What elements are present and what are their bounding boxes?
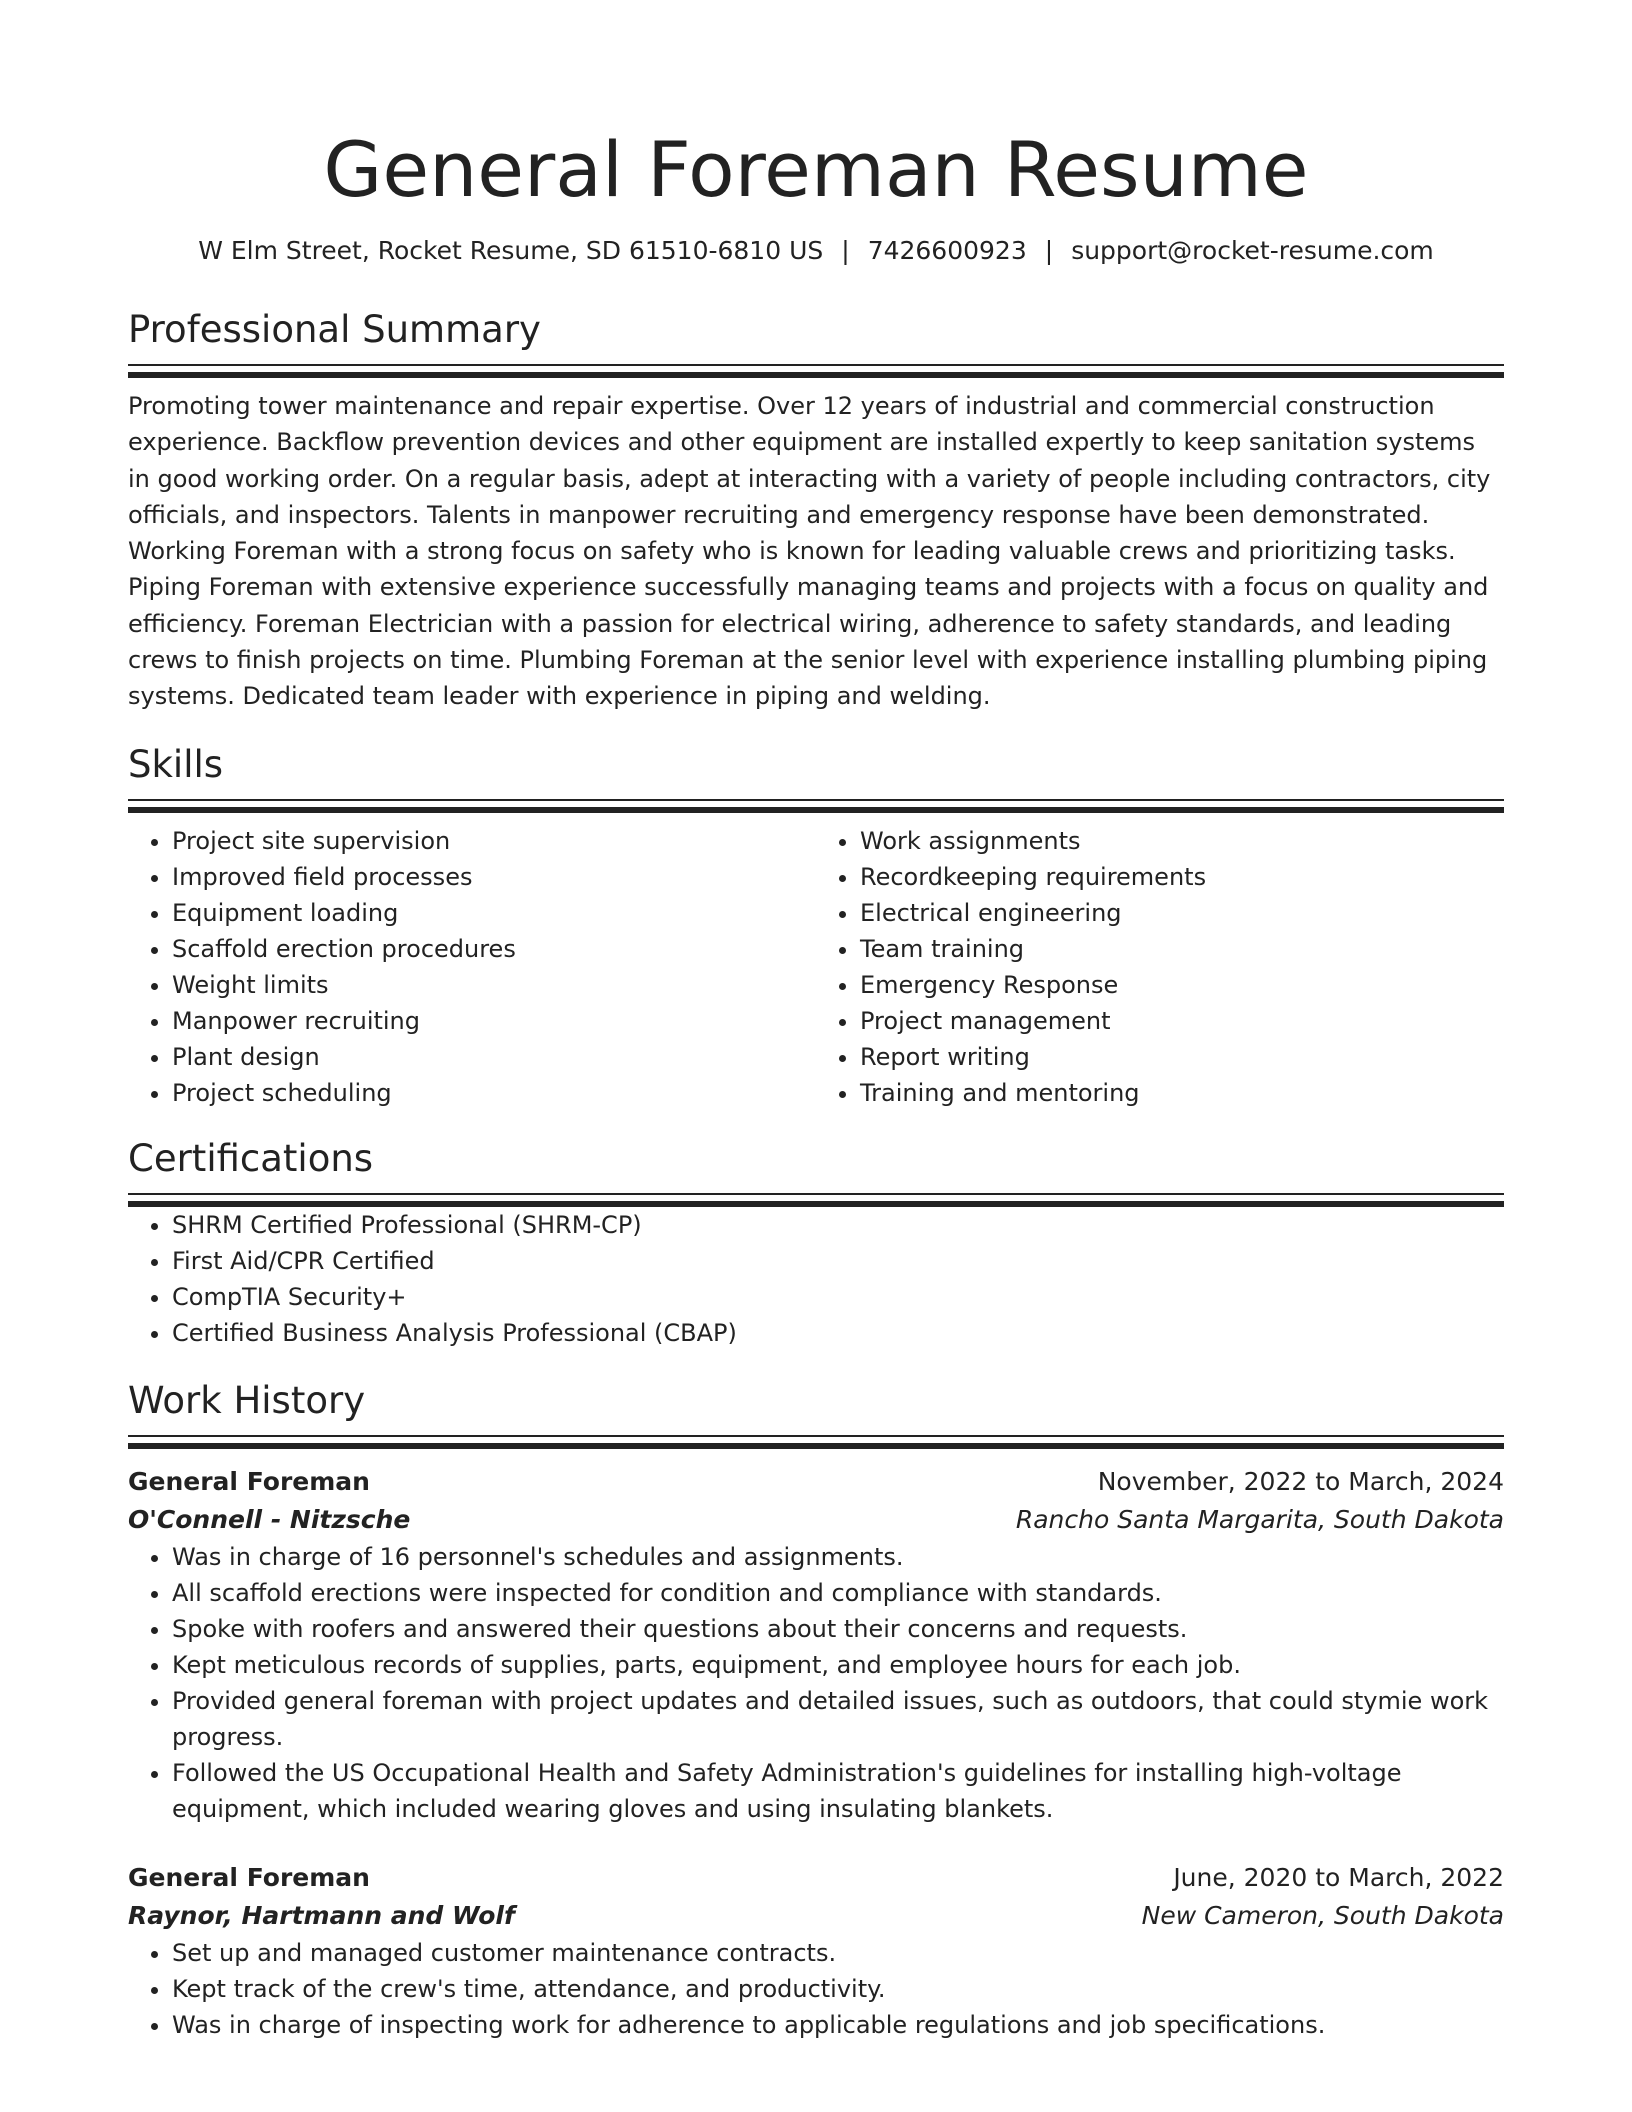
- resume-page: [128, 0, 1504, 2043]
- professional-summary-section: [128, 306, 1504, 715]
- contact-email: support@rocket-resume.com: [1071, 236, 1434, 265]
- skill-item: • Emergency Response: [860, 967, 1504, 1003]
- contact-phone: 7426600923: [867, 236, 1027, 265]
- skills-section: [128, 741, 1504, 1111]
- job-dates: November, 2022 to March, 2024: [1097, 1466, 1504, 1496]
- section-heading-skills: Skills: [128, 742, 224, 786]
- summary-text: Promoting tower maintenance and repair expertise. Over 12 years of industrial and commercial construction experience. Backflow prevention devices and other equipment are installed expertly to keep sanitation systems in good working order. On a regular basis, adept at interacting with a variety of people including contractors, city officials, and inspectors. Talents in manpower recruiting and emergency response have been demonstrated. Working Foreman with a strong focus on safety who is known for leading valuable crews and prioritizing tasks. Piping Foreman with extensive experience successfully managing teams and projects with a focus on quality and efficiency. Foreman Electrician with a passion for electrical wiring, adherence to safety standards, and leading crews to finish projects on time. Plumbing Foreman at the senior level with experience installing plumbing piping systems. Dedicated team leader with experience in piping and welding.: [128, 392, 1491, 711]
- skill-item: • Recordkeeping requirements: [860, 859, 1504, 895]
- job-duty-item: • Kept meticulous records of supplies, parts, equipment, and employee hours for each job.: [172, 1647, 1504, 1683]
- certification-item: • SHRM Certified Professional (SHRM-CP): [172, 1207, 1504, 1243]
- skill-item: • Report writing: [860, 1039, 1504, 1075]
- job-duty-item: • Was in charge of 16 personnel's schedules and assignments.: [172, 1539, 1504, 1575]
- skill-item: • Project site supervision: [172, 823, 816, 859]
- job-duties-list: [128, 1935, 1504, 2043]
- resume-title: General Foreman Resume: [323, 125, 1309, 214]
- section-divider: [128, 1193, 1504, 1207]
- certification-item: • First Aid/CPR Certified: [172, 1243, 1504, 1279]
- job-duty-item: • Followed the US Occupational Health and Safety Administration's guidelines for installing high-voltage equipment, which included wearing gloves and using insulating blankets.: [172, 1755, 1504, 1827]
- certification-item: • CompTIA Security+: [172, 1279, 1504, 1315]
- skill-item: • Plant design: [172, 1039, 816, 1075]
- job-duty-item: • Set up and managed customer maintenance contracts.: [172, 1935, 1504, 1971]
- contact-separator: |: [1044, 236, 1054, 265]
- skill-item: • Equipment loading: [172, 895, 816, 931]
- skills-grid: [128, 823, 1504, 1111]
- job-duties-list: [128, 1539, 1504, 1827]
- job-location: New Cameron, South Dakota: [1141, 1900, 1504, 1930]
- certification-item: • Certified Business Analysis Professional (CBAP): [172, 1315, 1504, 1351]
- skill-item: • Manpower recruiting: [172, 1003, 816, 1039]
- contact-line: [128, 234, 1504, 268]
- skill-item: • Scaffold erection procedures: [172, 931, 816, 967]
- section-divider: [128, 799, 1504, 813]
- job-entry: [128, 1463, 1504, 1827]
- skill-item: • Team training: [860, 931, 1504, 967]
- section-heading-summary: Professional Summary: [128, 308, 541, 351]
- job-header-row: [128, 1859, 1504, 1897]
- contact-separator: |: [841, 236, 850, 265]
- skill-item: • Project scheduling: [172, 1075, 816, 1111]
- job-title: General Foreman: [128, 1466, 370, 1496]
- job-company-row: [128, 1501, 1504, 1539]
- contact-address: W Elm Street, Rocket Resume, SD 61510-6810 US: [198, 236, 824, 265]
- certifications-list: [128, 1207, 1504, 1351]
- skills-list-right: [816, 823, 1504, 1111]
- job-duty-item: • Provided general foreman with project updates and detailed issues, such as outdoors, that could stymie work progress.: [172, 1683, 1504, 1755]
- section-heading-certifications: Certifications: [128, 1136, 374, 1180]
- job-duty-item: • Spoke with roofers and answered their questions about their concerns and requests.: [172, 1611, 1504, 1647]
- job-dates: June, 2020 to March, 2022: [1173, 1862, 1504, 1892]
- skills-list-left: [128, 823, 816, 1111]
- skill-item: • Improved field processes: [172, 859, 816, 895]
- job-duty-item: • Kept track of the crew's time, attendance, and productivity.: [172, 1971, 1504, 2007]
- job-header-row: [128, 1463, 1504, 1501]
- skill-item: • Electrical engineering: [860, 895, 1504, 931]
- job-duty-item: • Was in charge of inspecting work for adherence to applicable regulations and job specifications.: [172, 2007, 1504, 2043]
- skill-item: • Training and mentoring: [860, 1075, 1504, 1111]
- job-entry: [128, 1859, 1504, 2043]
- job-company-row: [128, 1897, 1504, 1935]
- section-divider: [128, 364, 1504, 378]
- section-heading-work-history: Work History: [128, 1378, 366, 1422]
- work-history-section: [128, 1377, 1504, 2043]
- skill-item: • Weight limits: [172, 967, 816, 1003]
- section-divider: [128, 1435, 1504, 1449]
- job-location: Rancho Santa Margarita, South Dakota: [1015, 1504, 1504, 1534]
- job-company: Raynor, Hartmann and Wolf: [128, 1900, 515, 1930]
- certifications-section: [128, 1135, 1504, 1351]
- job-title: General Foreman: [128, 1862, 370, 1892]
- job-duty-item: • All scaffold erections were inspected for condition and compliance with standards.: [172, 1575, 1504, 1611]
- job-company: O'Connell - Nitzsche: [128, 1504, 411, 1534]
- skill-item: • Project management: [860, 1003, 1504, 1039]
- skill-item: • Work assignments: [860, 823, 1504, 859]
